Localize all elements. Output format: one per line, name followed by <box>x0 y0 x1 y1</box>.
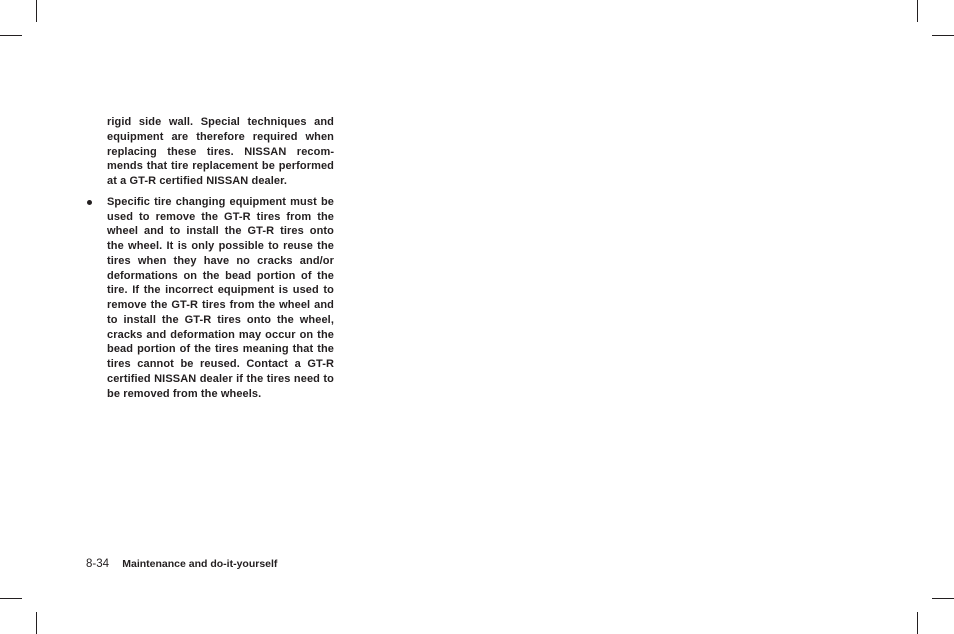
crop-mark-top-right-horizontal <box>932 35 954 36</box>
page-number: 8-34 <box>86 558 110 570</box>
crop-mark-bottom-left-vertical <box>36 612 37 634</box>
paragraph-continuation <box>107 115 334 189</box>
crop-mark-top-right-vertical <box>917 0 918 22</box>
crop-mark-bottom-right-vertical <box>917 612 918 634</box>
text-column <box>107 115 334 401</box>
crop-mark-bottom-right-horizontal <box>932 598 954 599</box>
bullet-dot-icon <box>87 200 92 205</box>
paragraph-text: rigid side wall. Special techniques and equipment are therefore required when replacing these tires. NISSAN recommends that tire replacement be performed at a GT-R certified NISSAN dealer. <box>107 116 334 187</box>
crop-mark-top-left-vertical <box>36 0 37 22</box>
bullet-paragraph <box>107 195 334 402</box>
section-title: Maintenance and do-it-yourself <box>122 558 278 570</box>
crop-mark-bottom-left-horizontal <box>0 598 22 599</box>
page-footer <box>86 558 277 570</box>
paragraph-text: Specific tire changing equipment must be used to remove the GT-R tires from the wheel and to install the GT-R tires onto the wheel. It is only possible to reuse the tires when they have no cracks and/or deformations on the bead portion of the tire. If the incorrect equipment is used to remove the GT-R tires from the wheel and to install the GT-R tires onto the wheel, cracks and deformation may occur on the bead portion of the tires meaning that the tires cannot be reused. Contact a GT-R certified NISSAN dealer if the tires need to be removed from the wheels. <box>107 195 334 400</box>
crop-mark-top-left-horizontal <box>0 35 22 36</box>
